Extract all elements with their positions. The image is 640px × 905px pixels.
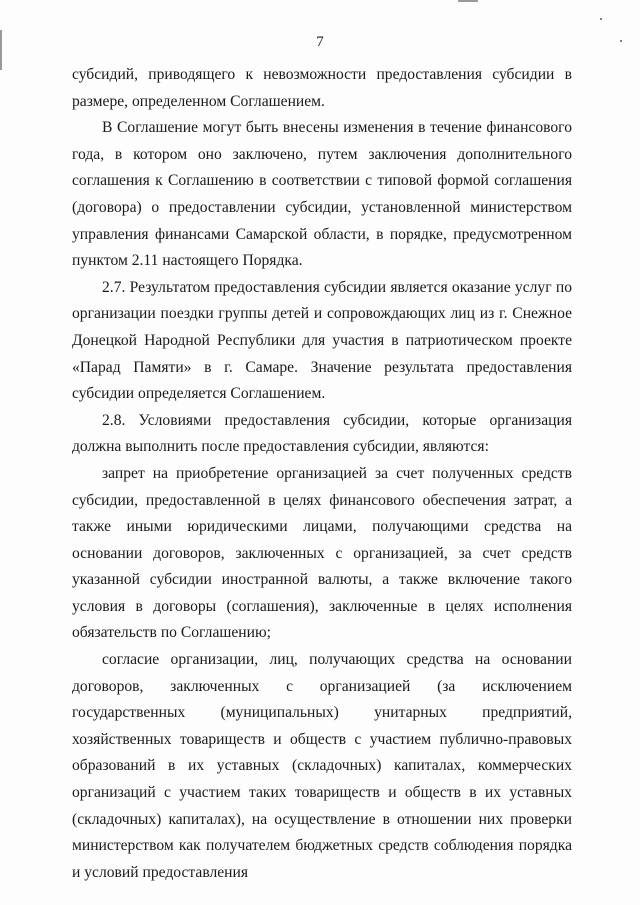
scan-edge-mark [458, 0, 478, 2]
paragraph: В Соглашение могут быть внесены изменения в течение финансового года, в котором оно заключено, путем заключения дополнительного соглашения к Соглашению в соответствии с типовой формой соглашения (договора) о предоставлении субсидии, установленной министерством управления финансами Самарской области, в порядке, предусмотренном пунктом 2.11 настоящего Порядка. [72, 119, 572, 270]
paragraph: 2.8. Условиями предоставления субсидии, которые организация должна выполнить после предоставления субсидии, являются: [72, 411, 572, 456]
paragraph: 2.7. Результатом предоставления субсидии является оказание услуг по организации поездки группы детей и сопровождающих лиц из г. Снежное Донецкой Народной Республики для участия в патриотическом проекте «Парад Памяти» в г. Самаре. Значение результата предоставления субсидии определяется Соглашением. [72, 278, 572, 403]
paragraph: субсидий, приводящего к невозможности предоставления субсидии в размере, определенном Соглашением. [72, 66, 572, 110]
scan-speck [600, 18, 602, 20]
page-number: 7 [316, 34, 324, 50]
document-body [72, 62, 572, 886]
paragraph: запрет на приобретение организацией за счет полученных средств субсидии, предоставленной в целях финансового обеспечения затрат, а также иными юридическими лицами, получающими средства на основании договоров, заключенных с организацией, за счет средств указанной субсидии иностранной валюты, а также включение такого условия в договоры (соглашения), заключенные в целях исполнения обязательств по Соглашению; [72, 464, 572, 642]
paragraph: согласие организации, лиц, получающих средства на основании договоров, заключенных с организацией (за исключением государственных (муниципальных) унитарных предприятий, хозяйственных товариществ и обществ с участием публично-правовых образований в их уставных (складочных) капиталах, коммерческих организаций с участием таких товариществ и обществ в их уставных (складочных) капиталах), на осуществление в отношении них проверки министерством как получателем бюджетных средств соблюдения порядка и условий предоставления [72, 651, 572, 881]
